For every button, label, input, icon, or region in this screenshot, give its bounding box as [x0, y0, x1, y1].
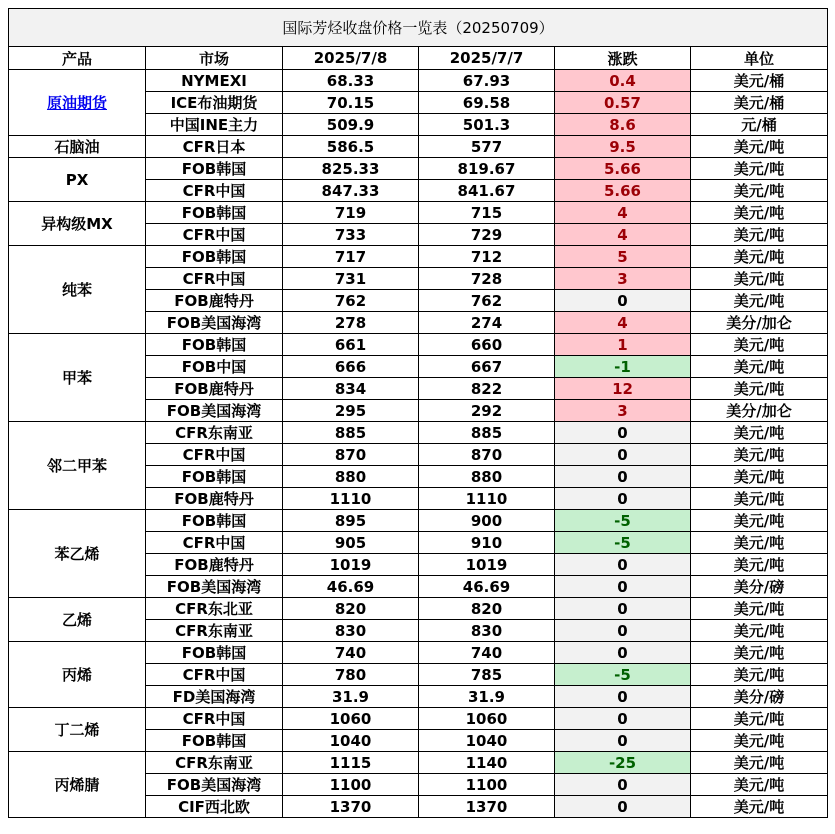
market-cell: FOB韩国 [146, 334, 283, 356]
change-cell: 0 [555, 774, 691, 796]
change-cell: 5 [555, 246, 691, 268]
product-cell: PX [9, 158, 146, 202]
price-date-2-cell: 712 [419, 246, 555, 268]
change-cell: 3 [555, 400, 691, 422]
header-date-1: 2025/7/8 [283, 47, 419, 70]
product-cell: 甲苯 [9, 334, 146, 422]
price-date-2-cell: 880 [419, 466, 555, 488]
price-date-2-cell: 820 [419, 598, 555, 620]
header-unit: 单位 [691, 47, 828, 70]
unit-cell: 美元/桶 [691, 92, 828, 114]
product-cell[interactable] [9, 70, 146, 136]
market-cell: CFR东北亚 [146, 598, 283, 620]
change-cell: 4 [555, 202, 691, 224]
unit-cell: 美元/桶 [691, 70, 828, 92]
unit-cell: 美元/吨 [691, 466, 828, 488]
change-cell: -5 [555, 510, 691, 532]
price-date-1-cell: 661 [283, 334, 419, 356]
table-title: 国际芳烃收盘价格一览表（20250709） [9, 9, 828, 47]
price-date-2-cell: 841.67 [419, 180, 555, 202]
table-row [9, 598, 828, 620]
price-date-1-cell: 1019 [283, 554, 419, 576]
market-cell: CFR东南亚 [146, 752, 283, 774]
market-cell: FOB美国海湾 [146, 576, 283, 598]
change-cell: 0 [555, 642, 691, 664]
price-date-2-cell: 577 [419, 136, 555, 158]
header-date-2: 2025/7/7 [419, 47, 555, 70]
market-cell: FOB韩国 [146, 158, 283, 180]
table-row [9, 334, 828, 356]
unit-cell: 美元/吨 [691, 444, 828, 466]
unit-cell: 美元/吨 [691, 422, 828, 444]
price-date-1-cell: 885 [283, 422, 419, 444]
table-row [9, 136, 828, 158]
price-date-2-cell: 729 [419, 224, 555, 246]
product-cell: 邻二甲苯 [9, 422, 146, 510]
price-date-2-cell: 715 [419, 202, 555, 224]
price-date-1-cell: 834 [283, 378, 419, 400]
unit-cell: 美元/吨 [691, 774, 828, 796]
market-cell: CFR日本 [146, 136, 283, 158]
market-cell: FOB韩国 [146, 642, 283, 664]
price-date-1-cell: 1060 [283, 708, 419, 730]
price-date-2-cell: 1100 [419, 774, 555, 796]
table-row [9, 752, 828, 774]
product-cell: 异构级MX [9, 202, 146, 246]
price-date-1-cell: 586.5 [283, 136, 419, 158]
change-cell: 5.66 [555, 158, 691, 180]
change-cell: 12 [555, 378, 691, 400]
change-cell: 0 [555, 554, 691, 576]
market-cell: CFR东南亚 [146, 620, 283, 642]
unit-cell: 美元/吨 [691, 290, 828, 312]
price-date-1-cell: 731 [283, 268, 419, 290]
price-date-1-cell: 68.33 [283, 70, 419, 92]
price-date-2-cell: 274 [419, 312, 555, 334]
unit-cell: 美分/加仑 [691, 400, 828, 422]
change-cell: -1 [555, 356, 691, 378]
unit-cell: 美元/吨 [691, 532, 828, 554]
price-date-1-cell: 278 [283, 312, 419, 334]
price-date-2-cell: 1019 [419, 554, 555, 576]
change-cell: 3 [555, 268, 691, 290]
market-cell: FOB美国海湾 [146, 312, 283, 334]
price-date-1-cell: 1040 [283, 730, 419, 752]
price-date-2-cell: 1040 [419, 730, 555, 752]
price-date-1-cell: 719 [283, 202, 419, 224]
unit-cell: 美元/吨 [691, 554, 828, 576]
price-date-1-cell: 1370 [283, 796, 419, 818]
table-row [9, 158, 828, 180]
table-row [9, 246, 828, 268]
market-cell: CFR中国 [146, 708, 283, 730]
price-date-1-cell: 762 [283, 290, 419, 312]
price-date-1-cell: 509.9 [283, 114, 419, 136]
product-cell: 丙烯腈 [9, 752, 146, 818]
price-date-1-cell: 1100 [283, 774, 419, 796]
unit-cell: 美元/吨 [691, 598, 828, 620]
table-row [9, 642, 828, 664]
price-date-1-cell: 825.33 [283, 158, 419, 180]
market-cell: NYMEXI [146, 70, 283, 92]
price-date-2-cell: 819.67 [419, 158, 555, 180]
price-date-2-cell: 1370 [419, 796, 555, 818]
product-link[interactable]: 原油期货 [46, 94, 107, 112]
market-cell: CIF西北欧 [146, 796, 283, 818]
market-cell: 中国INE主力 [146, 114, 283, 136]
price-date-2-cell: 46.69 [419, 576, 555, 598]
unit-cell: 美元/吨 [691, 158, 828, 180]
change-cell: 0 [555, 444, 691, 466]
market-cell: CFR中国 [146, 180, 283, 202]
change-cell: 0 [555, 466, 691, 488]
price-date-1-cell: 1110 [283, 488, 419, 510]
price-date-2-cell: 1140 [419, 752, 555, 774]
market-cell: CFR东南亚 [146, 422, 283, 444]
change-cell: 0 [555, 708, 691, 730]
change-cell: 0 [555, 730, 691, 752]
header-change: 涨跌 [555, 47, 691, 70]
change-cell: 5.66 [555, 180, 691, 202]
price-date-1-cell: 830 [283, 620, 419, 642]
unit-cell: 美元/吨 [691, 796, 828, 818]
price-date-2-cell: 910 [419, 532, 555, 554]
market-cell: FOB美国海湾 [146, 774, 283, 796]
price-date-2-cell: 1060 [419, 708, 555, 730]
price-date-1-cell: 847.33 [283, 180, 419, 202]
unit-cell: 美元/吨 [691, 510, 828, 532]
price-date-2-cell: 501.3 [419, 114, 555, 136]
price-date-2-cell: 822 [419, 378, 555, 400]
change-cell: 1 [555, 334, 691, 356]
price-date-1-cell: 1115 [283, 752, 419, 774]
product-cell: 纯苯 [9, 246, 146, 334]
price-date-2-cell: 667 [419, 356, 555, 378]
unit-cell: 美元/吨 [691, 224, 828, 246]
change-cell: 0 [555, 796, 691, 818]
change-cell: 4 [555, 224, 691, 246]
price-date-2-cell: 1110 [419, 488, 555, 510]
market-cell: CFR中国 [146, 268, 283, 290]
table-row [9, 510, 828, 532]
price-date-2-cell: 870 [419, 444, 555, 466]
table-row [9, 202, 828, 224]
unit-cell: 美元/吨 [691, 202, 828, 224]
price-date-2-cell: 67.93 [419, 70, 555, 92]
price-date-1-cell: 740 [283, 642, 419, 664]
unit-cell: 美元/吨 [691, 136, 828, 158]
price-table [8, 8, 828, 818]
table-row [9, 708, 828, 730]
price-date-1-cell: 717 [283, 246, 419, 268]
change-cell: 0 [555, 576, 691, 598]
price-date-2-cell: 900 [419, 510, 555, 532]
header-market: 市场 [146, 47, 283, 70]
market-cell: FOB韩国 [146, 510, 283, 532]
product-cell: 乙烯 [9, 598, 146, 642]
price-date-2-cell: 728 [419, 268, 555, 290]
price-date-2-cell: 69.58 [419, 92, 555, 114]
price-date-2-cell: 292 [419, 400, 555, 422]
unit-cell: 美元/吨 [691, 488, 828, 510]
market-cell: FOB韩国 [146, 730, 283, 752]
price-date-1-cell: 880 [283, 466, 419, 488]
table-row [9, 70, 828, 92]
price-date-2-cell: 785 [419, 664, 555, 686]
change-cell: 4 [555, 312, 691, 334]
market-cell: FOB韩国 [146, 246, 283, 268]
market-cell: ICE布油期货 [146, 92, 283, 114]
price-date-1-cell: 820 [283, 598, 419, 620]
unit-cell: 美分/磅 [691, 576, 828, 598]
price-date-1-cell: 895 [283, 510, 419, 532]
price-date-2-cell: 31.9 [419, 686, 555, 708]
change-cell: 0 [555, 290, 691, 312]
price-date-1-cell: 733 [283, 224, 419, 246]
price-date-1-cell: 31.9 [283, 686, 419, 708]
market-cell: FOB鹿特丹 [146, 488, 283, 510]
unit-cell: 元/桶 [691, 114, 828, 136]
price-table-container [8, 8, 828, 818]
market-cell: CFR中国 [146, 224, 283, 246]
market-cell: CFR中国 [146, 444, 283, 466]
header-product: 产品 [9, 47, 146, 70]
change-cell: -5 [555, 532, 691, 554]
change-cell: 0 [555, 620, 691, 642]
unit-cell: 美元/吨 [691, 730, 828, 752]
change-cell: -25 [555, 752, 691, 774]
change-cell: 0 [555, 422, 691, 444]
header-row [9, 47, 828, 70]
price-date-1-cell: 295 [283, 400, 419, 422]
unit-cell: 美元/吨 [691, 620, 828, 642]
market-cell: FOB美国海湾 [146, 400, 283, 422]
title-row [9, 9, 828, 47]
price-date-1-cell: 70.15 [283, 92, 419, 114]
unit-cell: 美元/吨 [691, 268, 828, 290]
unit-cell: 美元/吨 [691, 334, 828, 356]
price-date-2-cell: 762 [419, 290, 555, 312]
product-cell: 丙烯 [9, 642, 146, 708]
change-cell: 8.6 [555, 114, 691, 136]
change-cell: -5 [555, 664, 691, 686]
price-date-2-cell: 885 [419, 422, 555, 444]
table-row [9, 422, 828, 444]
change-cell: 0 [555, 686, 691, 708]
market-cell: FOB中国 [146, 356, 283, 378]
market-cell: CFR中国 [146, 664, 283, 686]
price-date-2-cell: 740 [419, 642, 555, 664]
market-cell: FOB韩国 [146, 466, 283, 488]
market-cell: FOB韩国 [146, 202, 283, 224]
unit-cell: 美元/吨 [691, 752, 828, 774]
unit-cell: 美分/磅 [691, 686, 828, 708]
change-cell: 0 [555, 598, 691, 620]
unit-cell: 美元/吨 [691, 378, 828, 400]
price-date-1-cell: 780 [283, 664, 419, 686]
price-date-2-cell: 660 [419, 334, 555, 356]
unit-cell: 美元/吨 [691, 246, 828, 268]
market-cell: FOB鹿特丹 [146, 378, 283, 400]
price-date-1-cell: 870 [283, 444, 419, 466]
unit-cell: 美分/加仑 [691, 312, 828, 334]
unit-cell: 美元/吨 [691, 708, 828, 730]
price-date-2-cell: 830 [419, 620, 555, 642]
price-date-1-cell: 905 [283, 532, 419, 554]
unit-cell: 美元/吨 [691, 642, 828, 664]
change-cell: 0.4 [555, 70, 691, 92]
market-cell: CFR中国 [146, 532, 283, 554]
unit-cell: 美元/吨 [691, 356, 828, 378]
price-date-1-cell: 666 [283, 356, 419, 378]
price-date-1-cell: 46.69 [283, 576, 419, 598]
change-cell: 9.5 [555, 136, 691, 158]
change-cell: 0 [555, 488, 691, 510]
unit-cell: 美元/吨 [691, 664, 828, 686]
unit-cell: 美元/吨 [691, 180, 828, 202]
market-cell: FD美国海湾 [146, 686, 283, 708]
product-cell: 苯乙烯 [9, 510, 146, 598]
market-cell: FOB鹿特丹 [146, 290, 283, 312]
product-cell: 石脑油 [9, 136, 146, 158]
product-cell: 丁二烯 [9, 708, 146, 752]
change-cell: 0.57 [555, 92, 691, 114]
market-cell: FOB鹿特丹 [146, 554, 283, 576]
